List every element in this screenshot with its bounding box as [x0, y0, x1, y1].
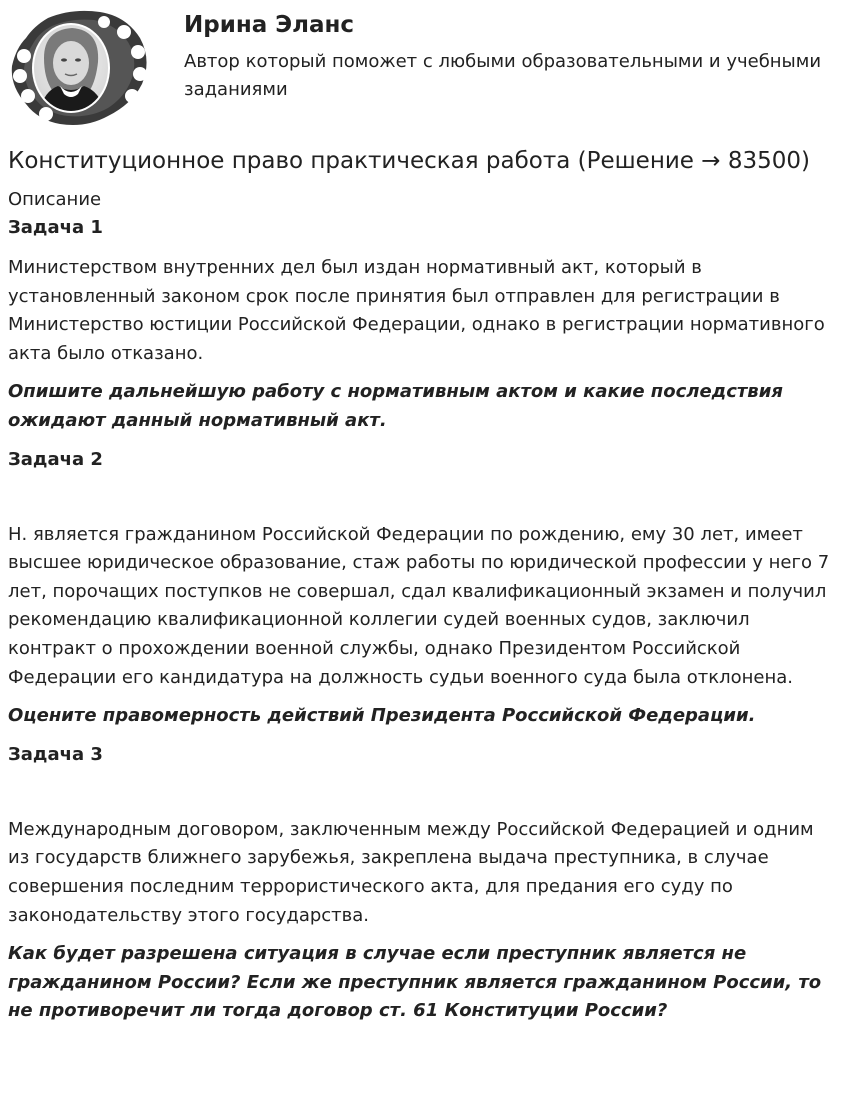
task-question: Оцените правомерность действий Президента Российской Федерации. — [8, 705, 756, 727]
author-info — [184, 10, 834, 104]
task-title: Задача 2 — [8, 448, 103, 470]
task-question: Опишите дальнейшую работу с нормативным актом и какие последствия ожидают данный нормативный акт. — [8, 381, 783, 431]
main-content — [8, 146, 838, 1026]
task-1 — [8, 214, 838, 436]
task-question: Как будет разрешена ситуация в случае если преступник является не гражданином России? Если же преступник является гражданином России, то не противоречит ли тогда договор ст. 61 Конституции России? — [8, 943, 822, 1022]
avatar-image — [8, 8, 150, 126]
task-text: Министерством внутренних дел был издан нормативный акт, который в установленный законом срок после принятия был отправлен для регистрации в Министерство юстиции Российской Федерации, однако в регистрации нормативного акта было отказано. — [8, 257, 825, 364]
author-description: Автор который поможет с любыми образовательными и учебными заданиями — [184, 51, 822, 100]
description-label: Описание — [8, 189, 102, 210]
task-text: Н. является гражданином Российской Федерации по рождению, ему 30 лет, имеет высшее юридическое образование, стаж работы по юридической профессии у него 7 лет, порочащих поступков не совершал, сдал квалификационный экзамен и получил рекомендацию квалификационной коллегии судей военных судов, заключил контракт о прохождении военной службы, однако Президентом Российской Федерации его кандидатура на должность судьи военного суда была отклонена. — [8, 523, 830, 688]
author-name[interactable]: Ирина Эланс — [184, 12, 355, 38]
task-2 — [8, 446, 838, 731]
task-title: Задача 3 — [8, 743, 103, 765]
task-title: Задача 1 — [8, 217, 103, 238]
avatar[interactable] — [8, 8, 150, 126]
task-text: Международным договором, заключенным между Российской Федерацией и одним из государств ближнего зарубежья, закреплена выдача преступника, в случае совершения последним террористического акта, для предания его суду по законодательству этого государства. — [8, 818, 814, 926]
author-card — [8, 8, 839, 126]
task-3 — [8, 741, 838, 1026]
page-title: Конституционное право практическая работа (Решение → 83500) — [8, 148, 810, 174]
